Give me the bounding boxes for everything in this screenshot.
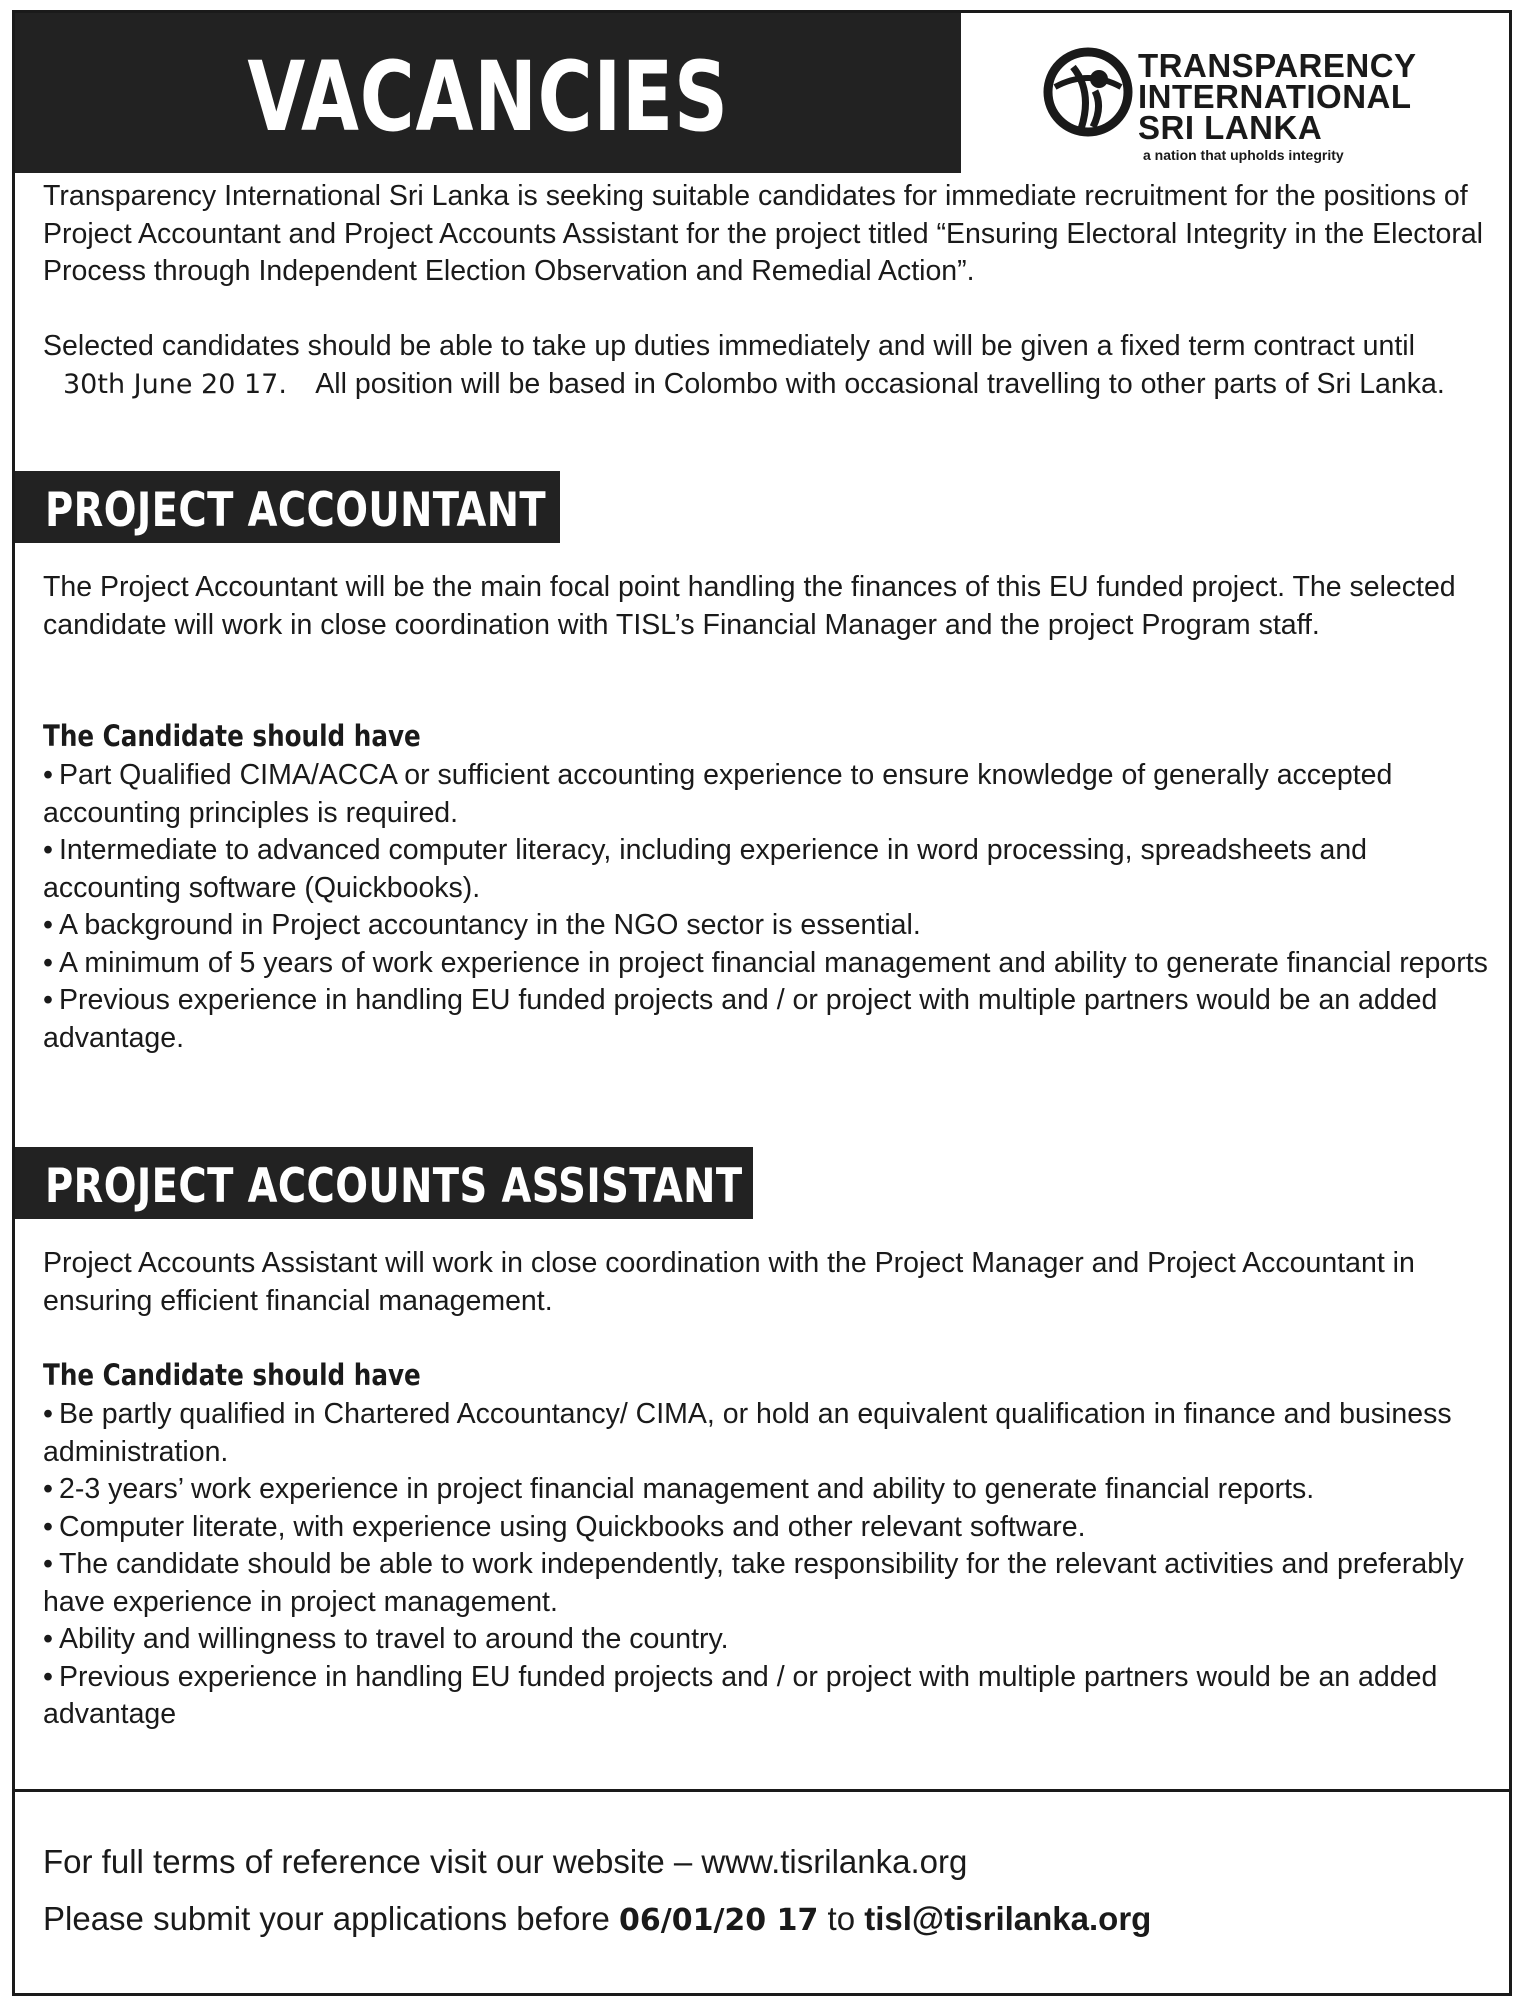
section-header-project-accounts-assistant (15, 1147, 753, 1219)
section-header-project-accountant (15, 471, 560, 543)
contract-end-date: 30th June 20 17. (63, 368, 287, 400)
list-item: • 2-3 years’ work experience in project financial management and ability to generate financial reports. (43, 1471, 1488, 1509)
project-accounts-assistant-description: Project Accounts Assistant will work in close coordination with the Project Manager and Project Accountant in ensuring efficient financial management. (43, 1247, 1415, 1317)
intro-paragraph: Transparency International Sri Lanka is seeking suitable candidates for immediate recruitment for the positions of Project Accountant and Project Accounts Assistant for the project titled “Ensuring Electoral Integrity in the Electoral Process through Independent Election Observation and Remedial Action”. (43, 180, 1484, 287)
list-item: • Computer literate, with experience using Quickbooks and other relevant software. (43, 1509, 1488, 1547)
project-accounts-assistant-subheading: The Candidate should have (43, 1358, 421, 1392)
list-item: • Ability and willingness to travel to around the country. (43, 1621, 1488, 1659)
list-item: • The candidate should be able to work independently, take responsibility for the relevant activities and preferably have experience in project management. (43, 1546, 1488, 1621)
logo-text-line2: INTERNATIONAL (1138, 78, 1412, 115)
list-item: • Previous experience in handling EU funded projects and / or project with multiple partners would be an added advantage (43, 1659, 1488, 1734)
website-reference: For full terms of reference visit our website – www.tisrilanka.org (43, 1843, 968, 1880)
list-item: • Previous experience in handling EU funded projects and / or project with multiple partners would be an added advantage. (43, 982, 1488, 1057)
contract-paragraph (43, 328, 1488, 403)
submission-instructions (43, 1900, 1151, 1938)
project-accounts-assistant-requirements (43, 1396, 1488, 1734)
page-title: VACANCIES (247, 41, 729, 153)
header-banner (15, 13, 961, 173)
contract-text-after: All position will be based in Colombo with occasional travelling to other parts of Sri Lanka. (315, 367, 1445, 400)
section-title-project-accounts-assistant: PROJECT ACCOUNTS ASSISTANT (45, 1159, 743, 1214)
project-accountant-requirements (43, 757, 1488, 1057)
contract-text-before: Selected candidates should be able to take up duties immediately and will be given a fixed term contract until (43, 330, 1415, 362)
logo-tagline: a nation that upholds integrity (1143, 147, 1344, 163)
organization-logo (1043, 41, 1463, 161)
list-item: • A minimum of 5 years of work experience in project financial management and ability to generate financial reports (43, 945, 1488, 983)
list-item: • A background in Project accountancy in the NGO sector is essential. (43, 907, 1488, 945)
vacancy-advertisement (12, 10, 1512, 1996)
submit-text: Please submit your applications before (43, 1900, 610, 1937)
submission-deadline: 06/01/20 17 (619, 1903, 819, 1938)
section-title-project-accountant: PROJECT ACCOUNTANT (45, 483, 547, 538)
list-item: • Be partly qualified in Chartered Accountancy/ CIMA, or hold an equivalent qualification in finance and business administration. (43, 1396, 1488, 1471)
footer-divider (15, 1789, 1509, 1792)
list-item: • Part Qualified CIMA/ACCA or sufficient accounting experience to ensure knowledge of generally accepted accounting principles is required. (43, 757, 1488, 832)
project-accountant-description: The Project Accountant will be the main focal point handling the finances of this EU funded project. The selected candidate will work in close coordination with TISL’s Financial Manager and the project Program staff. (43, 571, 1456, 641)
project-accountant-subheading: The Candidate should have (43, 719, 421, 753)
logo-text-line1: TRANSPARENCY (1138, 47, 1417, 84)
list-item: • Intermediate to advanced computer literacy, including experience in word processing, spreadsheets and accounting software (Quickbooks). (43, 832, 1488, 907)
submit-to-text: to (827, 1900, 856, 1937)
globe-person-icon (1043, 47, 1133, 137)
logo-text-line3: SRI LANKA (1138, 109, 1323, 146)
contact-email: tisl@tisrilanka.org (864, 1900, 1152, 1937)
